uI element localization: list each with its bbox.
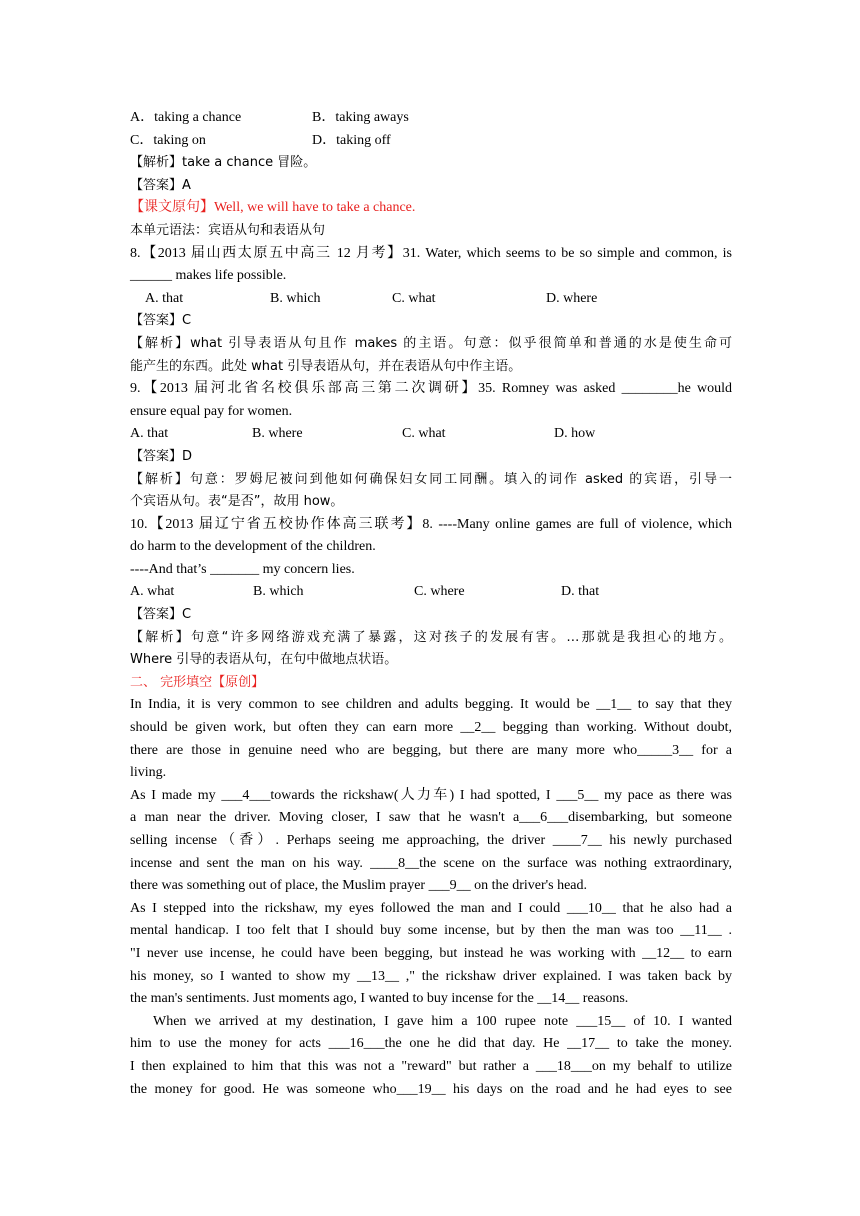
passage-line: I then explained to him that this was not a "reward" but rather a ___18___on my behalf to utilize bbox=[130, 1058, 732, 1074]
q8-option-a: A. that bbox=[145, 290, 184, 306]
q8-option-d: D. where bbox=[546, 290, 598, 306]
q7-option-c: C．taking on bbox=[130, 132, 206, 148]
passage-line: his money, so I wanted to show my __13__ ," the rickshaw driver explained. I was taken back by bbox=[130, 968, 732, 984]
q8-stem-line: ______ makes life possible. bbox=[130, 268, 287, 284]
passage-line: there are those in genuine need who are begging, but there are many more who_____3__ for a bbox=[130, 742, 732, 758]
q10-analysis-line: Where 引导的表语从句，在句中做地点状语。 bbox=[130, 652, 398, 668]
q9-option-d: D. how bbox=[554, 426, 596, 442]
q7-option-a: A．taking a chance bbox=[130, 110, 242, 125]
q8-analysis-line: 【解析】what 引导表语从句且作 makes 的主语。句意：似乎很简单和普通的水是使生命可 bbox=[130, 335, 732, 351]
q8-stem-line: 8.【2013 届山西太原五中高三 12 月考】31. Water, which seems to be so simple and common, is bbox=[130, 245, 732, 261]
passage-line: mental handicap. I too felt that I should buy some incense, but by then the man was too __11__ . bbox=[130, 923, 732, 939]
passage-line: living. bbox=[130, 765, 167, 781]
passage-line: selling incense（香）. Perhaps seeing me approaching, the driver ____7__ his newly purchased bbox=[130, 833, 732, 848]
passage-line: As I made my ___4___towards the rickshaw(人力车) I had spotted, I ___5__ my pace as there was bbox=[130, 787, 732, 803]
q10-option-b: B. which bbox=[253, 584, 304, 600]
q10-option-c: C. where bbox=[414, 584, 465, 600]
passage-line: As I stepped into the rickshaw, my eyes followed the man and I could ___10__ that he also had a bbox=[130, 900, 732, 916]
passage-line: incense and sent the man on his way. ____8__the scene on the surface was nothing extraordinary, bbox=[130, 855, 732, 871]
q10-option-d: D. that bbox=[561, 584, 600, 600]
q9-stem-line: ensure equal pay for women. bbox=[130, 403, 293, 419]
document-page bbox=[130, 107, 732, 1101]
q10-answer: 【答案】C bbox=[130, 607, 192, 623]
passage-line: In India, it is very common to see children and adults begging. It would be __1__ to say that they bbox=[130, 697, 732, 713]
passage-line: the man's sentiments. Just moments ago, I wanted to buy incense for the __14__ reasons. bbox=[130, 991, 629, 1007]
q8-analysis-line: 能产生的东西。此处 what 引导表语从句，并在表语从句中作主语。 bbox=[130, 358, 522, 374]
q10-option-a: A. what bbox=[130, 584, 175, 600]
q9-option-c: C. what bbox=[402, 426, 446, 442]
passage-line: When we arrived at my destination, I gave him a 100 rupee note ___15__ of 10. I wanted bbox=[153, 1013, 732, 1029]
q9-analysis-line: 个宾语从句。表“是否”，故用 how。 bbox=[130, 494, 344, 510]
q9-options bbox=[130, 423, 732, 446]
q10-stem-line: 10.【2013 届辽宁省五校协作体高三联考】8. ----Many online games are full of violence, which bbox=[130, 516, 732, 532]
q9-analysis-line: 【解析】句意：罗姆尼被问到他如何确保妇女同工同酬。填入的词作 asked 的宾语，引导一 bbox=[130, 471, 732, 487]
q9-option-a: A. that bbox=[130, 426, 169, 442]
q7-answer: 【答案】A bbox=[130, 177, 191, 193]
q9-stem-line: 9.【2013 届河北省名校俱乐部高三第二次调研】35. Romney was asked ________he would bbox=[130, 381, 732, 397]
passage-line: the money for good. He was someone who___19__ his days on the road and he had eyes to see bbox=[130, 1081, 732, 1097]
q7-option-d: D．taking off bbox=[312, 132, 391, 148]
q8-answer: 【答案】C bbox=[130, 313, 192, 329]
passage-line: him to use the money for acts ___16___the one he did that day. He __17__ to take the money. bbox=[130, 1036, 732, 1052]
passage-line: should be given work, but often they can earn more __2__ begging than working. Without doubt, bbox=[130, 720, 732, 736]
q8-option-c: C. what bbox=[392, 290, 436, 306]
q8-option-b: B. which bbox=[270, 290, 321, 306]
passage-line: a man near the driver. Moving closer, I saw that he wasn't a___6___disembarking, but someone bbox=[130, 810, 732, 826]
q10-stem-line: do harm to the development of the children. bbox=[130, 539, 376, 555]
q10-analysis-line: 【解析】句意“许多网络游戏充满了暴露，这对孩子的发展有害。…那就是我担心的地方。 bbox=[130, 629, 732, 645]
q8-options bbox=[130, 288, 732, 311]
q7-source-sentence: 【课文原句】Well, we will have to take a chance. bbox=[130, 200, 416, 216]
q7-analysis: 【解析】take a chance 冒险。 bbox=[130, 155, 317, 171]
passage-line: there was something out of place, the Muslim prayer ___9__ on the driver's head. bbox=[130, 878, 588, 894]
q7-option-b: B．taking aways bbox=[312, 110, 409, 125]
q10-options bbox=[130, 581, 732, 604]
passage-line: "I never use incense, he could have been begging, but instead he was working with __12__ to earn bbox=[130, 945, 732, 961]
q10-stem-line: ----And that’s _______ my concern lies. bbox=[130, 561, 355, 577]
q9-answer: 【答案】D bbox=[130, 448, 193, 464]
grammar-heading: 本单元语法：宾语从句和表语从句 bbox=[130, 222, 326, 238]
q7-options-row-1 bbox=[130, 107, 732, 130]
q9-option-b: B. where bbox=[252, 426, 303, 442]
q7-options-row-2 bbox=[130, 130, 732, 153]
section-2-heading: 二、 完形填空【原创】 bbox=[130, 674, 265, 690]
